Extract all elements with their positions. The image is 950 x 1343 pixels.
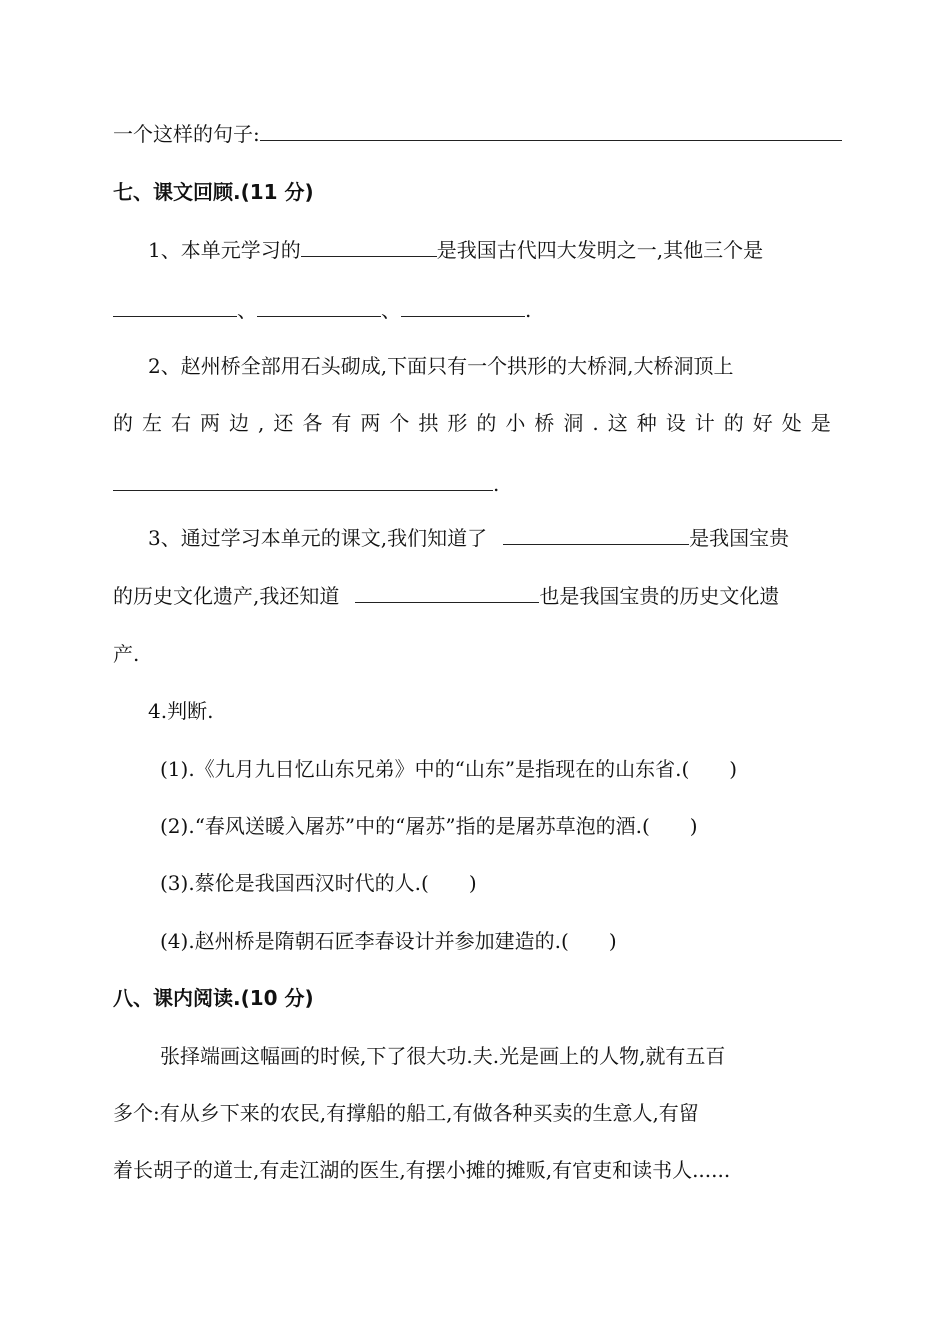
q1-text-a: 1、本单元学习的 bbox=[148, 238, 301, 262]
q2-line1: 2、赵州桥全部用石头砌成,下面只有一个拱形的大桥洞,大桥洞顶上 bbox=[148, 354, 734, 378]
q2-line3 bbox=[113, 470, 499, 498]
q3-blank-2[interactable] bbox=[355, 582, 539, 603]
q3-text-b: 是我国宝贵 bbox=[689, 526, 790, 550]
passage-line-1: 张择端画这幅画的时候,下了很大功.夫.光是画上的人物,就有五百 bbox=[160, 1044, 726, 1068]
q2-answer-blank[interactable] bbox=[113, 470, 493, 491]
q3-line1 bbox=[148, 524, 789, 552]
q2-end: . bbox=[493, 472, 500, 496]
section-8-heading: 八、课内阅读.(10 分) bbox=[113, 986, 314, 1010]
judge-item-2: (2).“春风送暖入屠苏”中的“屠苏”指的是屠苏草泡的酒.( ) bbox=[160, 814, 698, 838]
q3-line3: 产. bbox=[113, 642, 140, 666]
q1-blank-3[interactable] bbox=[257, 296, 381, 317]
q1-blank-4[interactable] bbox=[401, 296, 525, 317]
q2-line2: 的左右两边,还各有两个拱形的小桥洞.这种设计的好处是 bbox=[113, 411, 840, 435]
passage-line-3: 着长胡子的道士,有走江湖的医生,有摆小摊的摊贩,有官吏和读书人...... bbox=[113, 1158, 731, 1182]
q1-line2 bbox=[113, 296, 531, 324]
sentence-answer-blank[interactable] bbox=[260, 120, 842, 141]
q3-text-c: 的历史文化遗产,我还知道 bbox=[113, 584, 340, 608]
q1-sep-2: 、 bbox=[381, 298, 401, 322]
judge-item-3: (3).蔡伦是我国西汉时代的人.( ) bbox=[160, 871, 477, 895]
q1-line1 bbox=[148, 236, 763, 264]
q1-blank-2[interactable] bbox=[113, 296, 237, 317]
sentence-prompt-text: 一个这样的句子: bbox=[113, 122, 260, 146]
q3-text-d: 也是我国宝贵的历史文化遗 bbox=[539, 584, 780, 608]
q3-text-a: 3、通过学习本单元的课文,我们知道了 bbox=[148, 526, 488, 550]
section-7-heading: 七、课文回顾.(11 分) bbox=[113, 180, 314, 204]
q4-title: 4.判断. bbox=[148, 699, 214, 723]
passage-line-2: 多个:有从乡下来的农民,有撑船的船工,有做各种买卖的生意人,有留 bbox=[113, 1101, 699, 1125]
sentence-prompt-line bbox=[113, 120, 842, 148]
q1-text-b: 是我国古代四大发明之一,其他三个是 bbox=[436, 238, 764, 262]
q1-end: . bbox=[525, 298, 532, 322]
q1-blank-invention[interactable] bbox=[301, 236, 437, 257]
q3-blank-1[interactable] bbox=[503, 524, 689, 545]
q1-sep-1: 、 bbox=[237, 298, 257, 322]
judge-item-1: (1).《九月九日忆山东兄弟》中的“山东”是指现在的山东省.( ) bbox=[160, 757, 738, 781]
judge-item-4: (4).赵州桥是隋朝石匠李春设计并参加建造的.( ) bbox=[160, 929, 617, 953]
q3-line2 bbox=[113, 582, 779, 610]
